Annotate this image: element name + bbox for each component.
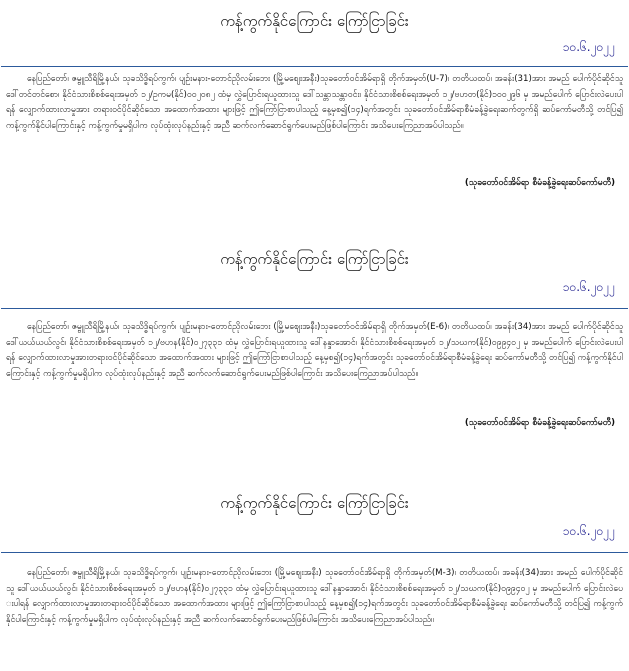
notice-title: ကန့်ကွက်နိုင်ကြောင်း ကြော်ငြာခြင်း — [220, 250, 409, 268]
divider — [1, 552, 628, 553]
notice-body: နေပြည်တော်၊ ဇမ္ဗူသီရိမြို့နယ်၊ သုခသိဒ္ဓိရပ်ကွက်၊ ပျဉ်းမနား-တောင်ညိုလမ်းဘေး (မြို့မစျေးအနီး) သုခတော်ဝင်အိမ်ရာရှိ တိုက်အမှတ်(M-3)၊ တတိယထပ်၊ အခန်း(34)အား အမည် ပေါက်ပိုင်ဆိုင်သူ ဒေါ်ယယ်ယယ်လွင်၊ နိုင်ငံသားစိစစ်ရေးအမှတ် ၁၂/ဗဟန(နိုင်)၀၂၇၃၃၁ ထံမှ လွှဲပြောင်းရယူထားသူ ဒေါ်နန္ဒာအောင်၊ နိုင်ငံသားစိစစ်ရေးအမှတ် ၁၂/သဃက(နိုင်)၀၉၉၄၀၂ မှ အမည်ပေါက် ပြောင်းလဲပေးပါရန် လျှောက်ထားလာမှုအားတရားဝင်ပိုင်ဆိုင်သော အထောက်အထား များဖြင့် ဤကြော်ငြာစာပါသည့် နေ့မှစ၍(၁၄)ရက်အတွင်း သုခတော်ဝင်အိမ်ရာစီမံခန့်ခွဲရေး ဆပ်ကော်မတီသို့ တင်ပြ၍ ကန့်ကွက်နိုင်ပါကြောင်းနှင့် ကန့်ကွက်မှုမရှိပါက လုပ်ထုံးလုပ်နည်းနှင့် အညီ ဆက်လက်ဆောင်ရွက်ပေးမည်ဖြစ်ပါကြောင်း အသိပေးကြေညာအပ်ပါသည်။ — [6, 568, 623, 625]
notice-title: ကန့်ကွက်နိုင်ကြောင်း ကြော်ငြာခြင်း — [220, 494, 409, 512]
notice-body: နေပြည်တော်၊ ဇမ္ဗူသီရိမြို့နယ်၊ သုခသိဒ္ဓိရပ်ကွက်၊ ပျဉ်းမနား-တောင်ညိုလမ်းဘေး (မြို့မစျေးအနီး)သုခတော်ဝင်အိမ်ရာရှိ တိုက်အမှတ်(U-7)၊ တတိယထပ်၊ အခန်း(31)အား အမည် ပေါက်ပိုင်ဆိုင်သူ ဒေါ်တင်တင်စော၊ နိုင်ငံသားစိစစ်ရေးအမှတ် ၁၂/ဥကမ(နိုင်)၀၀၂၀၈၂ ထံမှ လွှဲပြောင်းရယူထားသူ ဒေါ်သန္တာသန္တာဝင်း၊ နိုင်ငံသားစိစစ်ရေးအမှတ် ၁၂/ဗဟတ(နိုင်)၁၀၀၂၉၆ မှ အမည်ပေါက် ပြောင်းလဲပေးပါရန် လျှောက်ထားလာမှုအား တရားဝင်ပိုင်ဆိုင်သော အထောက်အထား များဖြင့် ဤကြော်ငြာစာပါသည့် နေ့မှစ၍(၁၄)ရက်အတွင်း သုခတော်ဝင်အိမ်ရာစီမံခန့်ခွဲရေးဆက်တွက်ရှိ ဆပ်ကော်မတီသို့ တင်ပြ၍ ကန့်ကွက်နိုင်ပါကြောင်းနှင့် ကန့်ကွက်မှုမရှိပါက လုပ်ထုံးလုပ်နည်းနှင့် အညီ ဆက်လက်ဆောင်ရွက်ပေးမည်ဖြစ်ပါကြောင်း အသိပေးကြေညာအပ်ပါသည်။ — [6, 74, 623, 131]
notice-title: ကန့်ကွက်နိုင်ကြောင်း ကြော်ငြာခြင်း — [220, 12, 409, 30]
divider — [1, 308, 628, 309]
notice-date: ၁၀.၆.၂၀၂၂ — [562, 280, 615, 294]
notice-date: ၁၀.၆.၂၀၂၂ — [562, 40, 615, 54]
notice-signature: (သုခတော်ဝင်အိမ်ရာ စီမံခန့်ခွဲရေးဆပ်ကော်မတီ) — [464, 418, 615, 428]
notice-body: နေပြည်တော်၊ ဇမ္ဗူသီရိမြို့နယ်၊ သုခသိဒ္ဓိရပ်ကွက်၊ ပျဉ်းမနား-တောင်ညိုလမ်းဘေး (မြို့မစျေးအနီး)သုခတော်ဝင်အိမ်ရာရှိ တိုက်အမှတ်(E-6)၊ တတိယထပ်၊ အခန်း(34)အား အမည် ပေါက်ပိုင်ဆိုင်သူ ဒေါ်ယယ်ယယ်လွင်၊ နိုင်ငံသားစိစစ်ရေးအမှတ် ၁၂/ဗဟန(နိုင်)၀၂၇၃၃၁ ထံမှ လွှဲပြောင်းရယူထားသူ ဒေါ်နန္ဒာအောင်၊ နိုင်ငံသားစိစစ်ရေးအမှတ် ၁၂/သဃက(နိုင်)၀၉၉၄၀၂ မှ အမည်ပေါက် ပြောင်းလဲပေးပါရန် လျှောက်ထားလာမှုအားတရားဝင်ပိုင်ဆိုင်သော အထောက်အထား များဖြင့် ဤကြော်ငြာစာပါသည့် နေ့မှစ၍(၁၄)ရက်အတွင်း သုခတော်ဝင်အိမ်ရာစီမံခန့်ခွဲရေး ဆပ်ကော်မတီသို့ တင်ပြ၍ ကန့်ကွက်နိုင်ပါကြောင်းနှင့် ကန့်ကွက်မှုမရှိပါက လုပ်ထုံးလုပ်နည်းနှင့် အညီ ဆက်လက်ဆောင်ရွက်ပေးမည်ဖြစ်ပါကြောင်း အသိပေးကြေညာအပ်ပါသည်။ — [6, 322, 623, 379]
divider — [1, 66, 628, 67]
notice-date: ၁၀.၆.၂၀၂၂ — [562, 524, 615, 538]
notice-signature: (သုခတော်ဝင်အိမ်ရာ စီမံခန့်ခွဲရေးဆပ်ကော်မတီ) — [464, 178, 615, 188]
